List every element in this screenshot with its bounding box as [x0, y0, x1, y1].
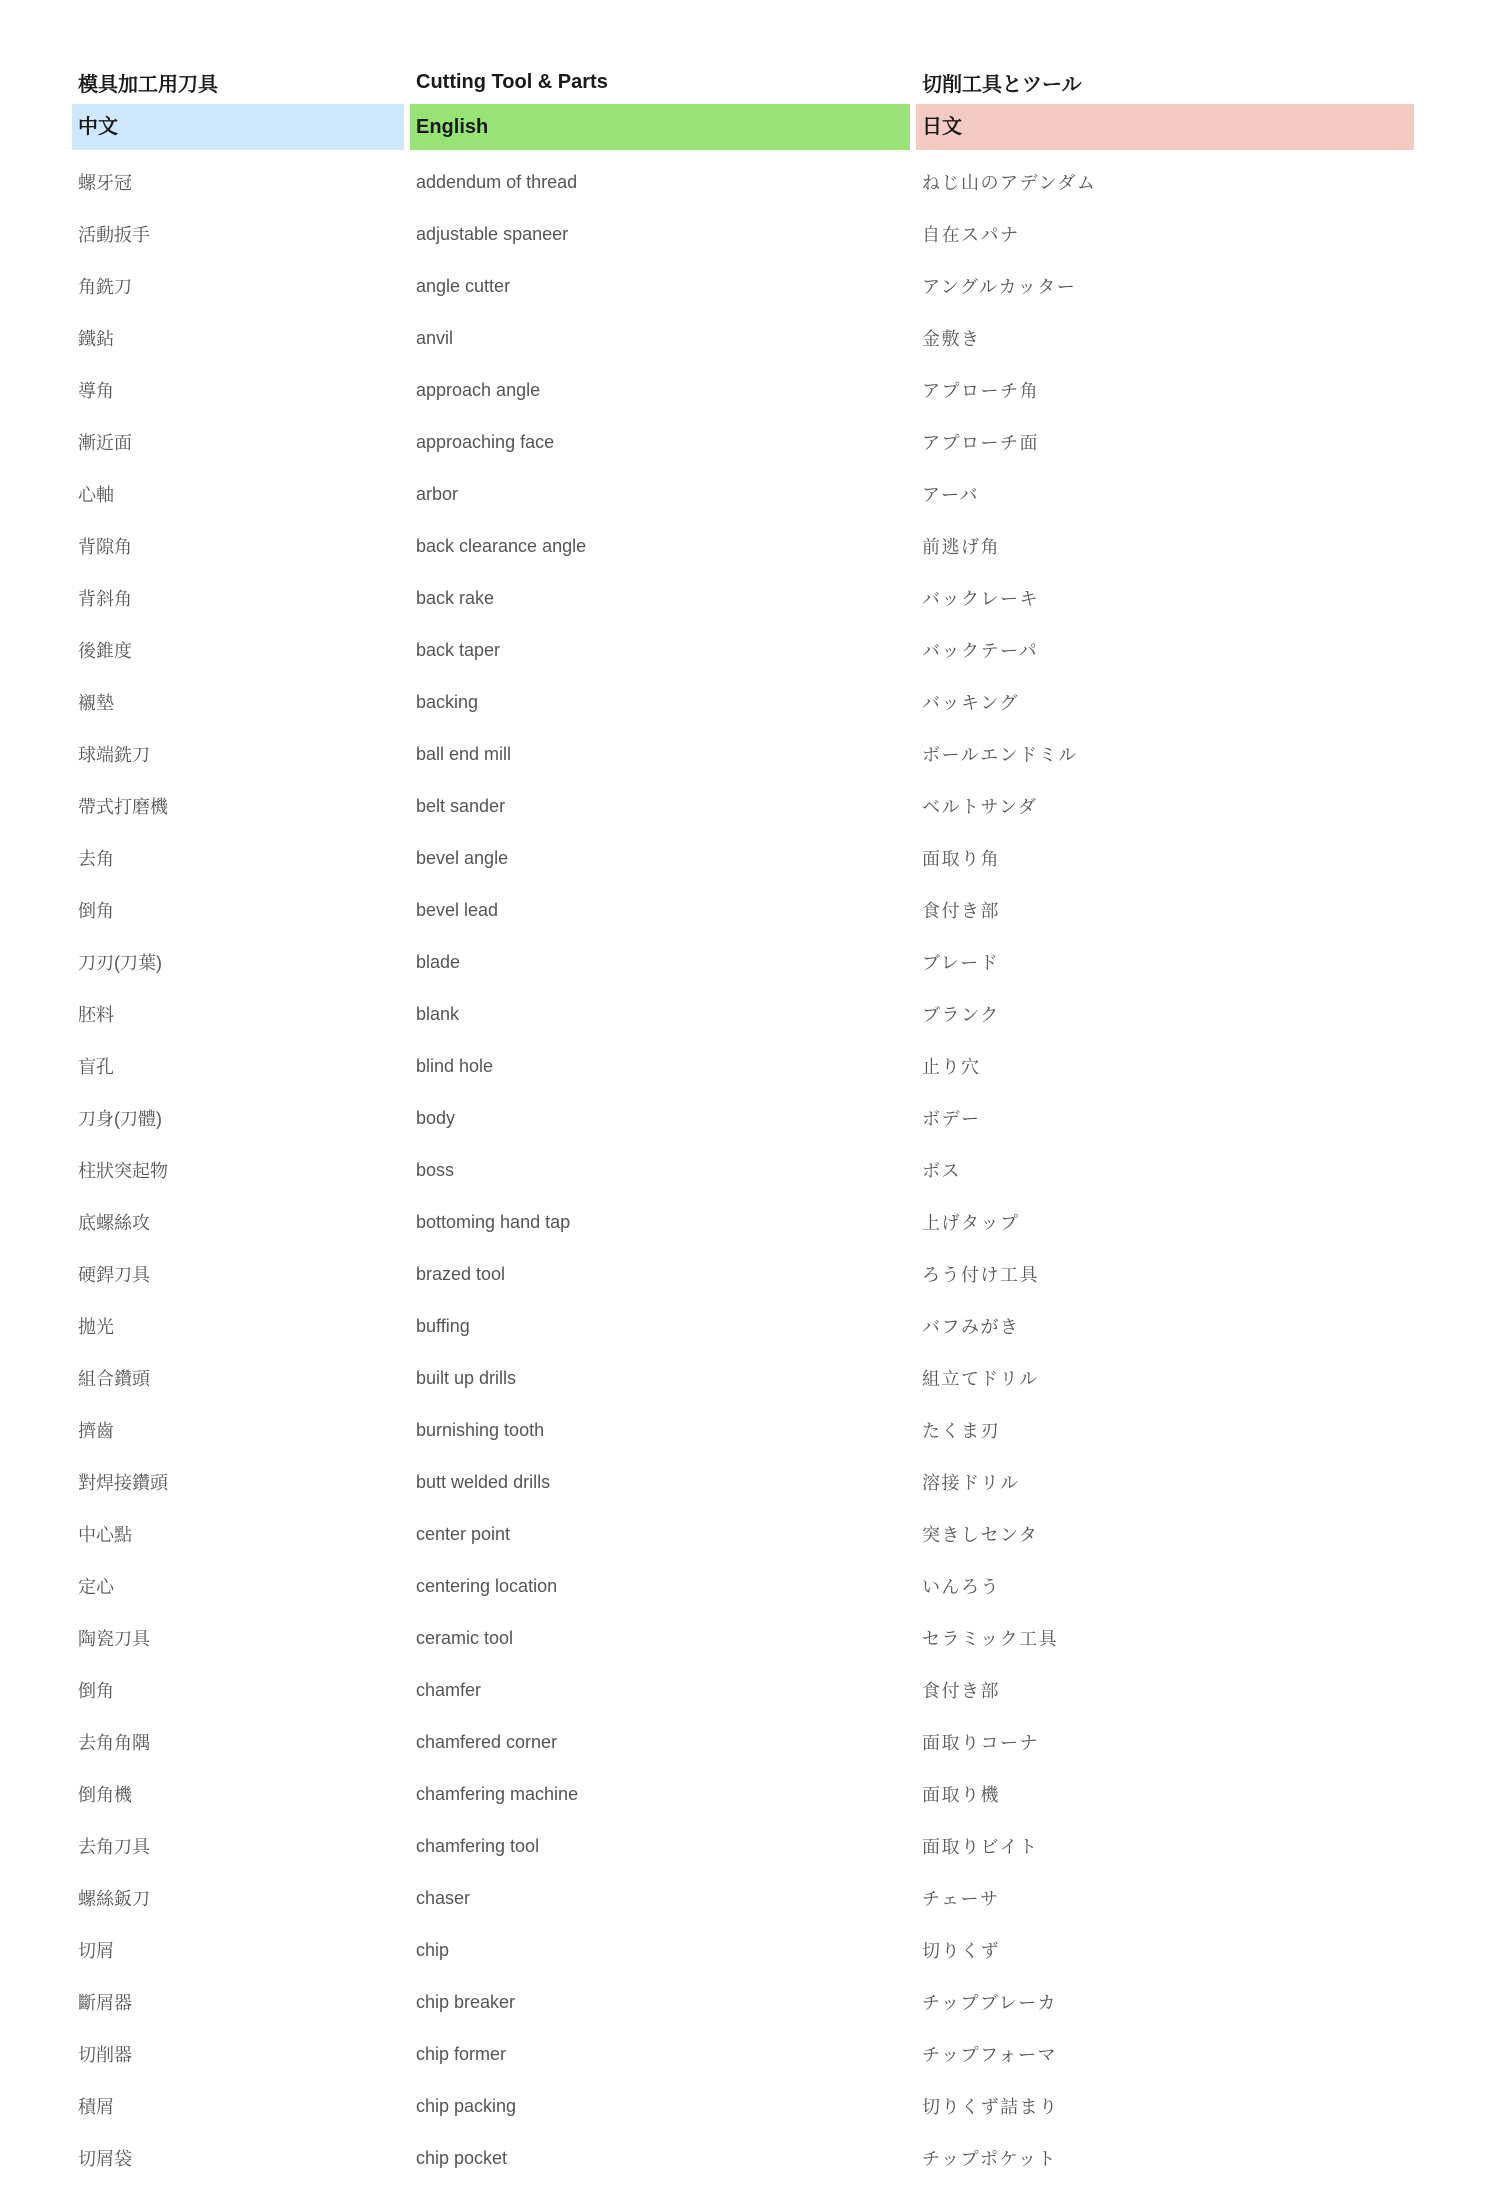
term-zh: 陶瓷刀具 — [78, 1629, 150, 1649]
term-en: bevel angle — [416, 847, 509, 868]
term-en: blank — [416, 1003, 460, 1024]
table-row — [72, 936, 1414, 988]
table-row — [72, 1456, 1414, 1508]
table-row — [72, 468, 1414, 520]
term-zh: 盲孔 — [78, 1057, 114, 1077]
term-en: bottoming hand tap — [416, 1211, 571, 1232]
term-zh: 柱狀突起物 — [78, 1161, 168, 1181]
term-zh: 倒角 — [78, 1681, 114, 1701]
term-zh: 硬銲刀具 — [78, 1265, 150, 1285]
term-en: addendum of thread — [416, 171, 578, 192]
title-row — [72, 60, 1414, 104]
term-ja: バフみがき — [922, 1317, 1020, 1337]
term-en: body — [416, 1107, 456, 1128]
table-row — [72, 780, 1414, 832]
term-ja: セラミック工具 — [922, 1629, 1059, 1649]
term-ja: アングルカッター — [922, 277, 1077, 297]
table-row — [72, 312, 1414, 364]
term-zh: 倒角 — [78, 901, 114, 921]
term-ja: ねじ山のアデンダム — [922, 173, 1097, 193]
term-ja: 突きしセンタ — [922, 1525, 1039, 1545]
term-zh: 對焊接鑽頭 — [78, 1473, 168, 1493]
term-zh: 切屑 — [78, 1941, 114, 1961]
term-ja: バッキング — [922, 693, 1019, 713]
term-ja: 止り穴 — [922, 1057, 981, 1077]
term-zh: 角銑刀 — [78, 277, 132, 297]
table-row — [72, 624, 1414, 676]
term-en: blind hole — [416, 1055, 494, 1076]
table-row — [72, 1560, 1414, 1612]
header-row — [72, 104, 1414, 150]
term-zh: 球端銑刀 — [78, 745, 150, 765]
term-en: back rake — [416, 587, 495, 608]
term-en: chip pocket — [416, 2147, 508, 2168]
term-zh: 襯墊 — [78, 693, 114, 713]
term-ja: ブランク — [922, 1005, 1000, 1025]
term-zh: 中心點 — [78, 1525, 132, 1545]
term-en: chamfering machine — [416, 1783, 579, 1804]
table-row — [72, 1664, 1414, 1716]
term-zh: 背隙角 — [78, 537, 132, 557]
term-ja: 面取りビイト — [922, 1837, 1039, 1857]
table-row — [72, 1144, 1414, 1196]
term-en: burnishing tooth — [416, 1419, 545, 1440]
term-en: chip former — [416, 2043, 507, 2064]
term-en: chamfered corner — [416, 1731, 558, 1752]
term-zh: 切削器 — [78, 2045, 132, 2065]
table-row — [72, 728, 1414, 780]
term-ja: チェーサ — [922, 1889, 1000, 1909]
term-en: ball end mill — [416, 743, 512, 764]
table-row — [72, 1976, 1414, 2028]
term-ja: 切りくず詰まり — [922, 2097, 1059, 2117]
term-ja: 食付き部 — [922, 1681, 1000, 1701]
header-ja: 日文 — [916, 104, 1414, 150]
term-zh: 後錐度 — [78, 641, 132, 661]
term-zh: 定心 — [78, 1577, 114, 1597]
table-row — [72, 1508, 1414, 1560]
term-zh: 去角角隅 — [78, 1733, 150, 1753]
table-row — [72, 520, 1414, 572]
table-row — [72, 1820, 1414, 1872]
term-ja: いんろう — [922, 1577, 1000, 1597]
term-en: backing — [416, 691, 479, 712]
term-en: blade — [416, 951, 461, 972]
term-zh: 底螺絲攻 — [78, 1213, 150, 1233]
term-en: center point — [416, 1523, 511, 1544]
term-ja: 食付き部 — [922, 901, 1000, 921]
term-zh: 漸近面 — [78, 433, 132, 453]
term-zh: 刀刃(刀葉) — [78, 953, 162, 973]
term-zh: 去角刀具 — [78, 1837, 150, 1857]
title-zh: 模具加工用刀具 — [78, 73, 218, 96]
term-ja: ボールエンドミル — [922, 745, 1078, 765]
term-ja: チップブレーカ — [922, 1993, 1057, 2013]
term-en: anvil — [416, 327, 454, 348]
term-zh: 導角 — [78, 381, 114, 401]
term-ja: ろう付け工具 — [922, 1265, 1039, 1285]
table-row — [72, 1404, 1414, 1456]
table-row — [72, 1924, 1414, 1976]
term-zh: 積屑 — [78, 2097, 114, 2117]
header-en: English — [410, 104, 910, 150]
term-zh: 活動扳手 — [78, 225, 150, 245]
table-row — [72, 884, 1414, 936]
term-zh: 倒角機 — [78, 1785, 132, 1805]
term-zh: 擠齒 — [78, 1421, 114, 1441]
term-en: adjustable spaneer — [416, 223, 569, 244]
table-row — [72, 1612, 1414, 1664]
table-row — [72, 1092, 1414, 1144]
term-ja: 溶接ドリル — [922, 1473, 1020, 1493]
term-zh: 去角 — [78, 849, 114, 869]
table-row — [72, 1248, 1414, 1300]
term-ja: 組立てドリル — [922, 1369, 1039, 1389]
table-row — [72, 2028, 1414, 2080]
table-row — [72, 1196, 1414, 1248]
term-zh: 鐵鉆 — [78, 329, 114, 349]
term-en: ceramic tool — [416, 1627, 514, 1648]
term-ja: たくま刃 — [922, 1421, 1000, 1441]
glossary-table — [72, 60, 1414, 2184]
term-en: approaching face — [416, 431, 555, 452]
term-en: chip packing — [416, 2095, 517, 2116]
term-zh: 螺絲鈑刀 — [78, 1889, 150, 1909]
term-en: back clearance angle — [416, 535, 587, 556]
term-ja: 前逃げ角 — [922, 537, 1000, 557]
term-ja: バックレーキ — [922, 589, 1039, 609]
term-en: back taper — [416, 639, 501, 660]
table-row — [72, 676, 1414, 728]
term-en: centering location — [416, 1575, 558, 1596]
term-en: brazed tool — [416, 1263, 506, 1284]
term-ja: チップフォーマ — [922, 2045, 1058, 2065]
term-en: approach angle — [416, 379, 541, 400]
term-zh: 斷屑器 — [78, 1993, 132, 2013]
table-row — [72, 1872, 1414, 1924]
term-ja: 自在スパナ — [922, 225, 1020, 245]
term-en: belt sander — [416, 795, 506, 816]
table-row — [72, 1768, 1414, 1820]
term-en: chamfering tool — [416, 1835, 540, 1856]
term-zh: 帶式打磨機 — [78, 797, 168, 817]
table-row — [72, 1040, 1414, 1092]
term-en: bevel lead — [416, 899, 499, 920]
term-en: built up drills — [416, 1367, 517, 1388]
term-zh: 背斜角 — [78, 589, 132, 609]
table-row — [72, 260, 1414, 312]
table-row — [72, 364, 1414, 416]
term-ja: 上げタップ — [922, 1213, 1020, 1233]
term-en: boss — [416, 1159, 455, 1180]
term-ja: アプローチ角 — [922, 381, 1039, 401]
term-ja: ボデー — [922, 1109, 981, 1129]
table-row — [72, 1352, 1414, 1404]
term-ja: 面取り角 — [922, 849, 1000, 869]
term-ja: 金敷き — [922, 329, 981, 349]
term-en: angle cutter — [416, 275, 511, 296]
term-ja: 面取りコーナ — [922, 1733, 1039, 1753]
term-ja: アプローチ面 — [922, 433, 1039, 453]
table-row — [72, 2080, 1414, 2132]
table-row — [72, 832, 1414, 884]
term-zh: 刀身(刀體) — [78, 1109, 162, 1129]
term-en: chaser — [416, 1887, 471, 1908]
glossary-rows — [72, 156, 1414, 2184]
term-ja: ボス — [922, 1161, 961, 1181]
term-ja: ブレード — [922, 953, 1000, 973]
term-en: buffing — [416, 1315, 470, 1336]
term-zh: 切屑袋 — [78, 2149, 132, 2169]
title-en: Cutting Tool & Parts — [416, 70, 608, 93]
table-row — [72, 1716, 1414, 1768]
term-ja: チップポケット — [922, 2149, 1058, 2169]
term-en: chamfer — [416, 1679, 482, 1700]
table-row — [72, 208, 1414, 260]
term-en: arbor — [416, 483, 459, 504]
title-ja: 切削工具とツール — [922, 73, 1082, 96]
table-row — [72, 988, 1414, 1040]
term-ja: アーバ — [922, 485, 980, 505]
term-en: chip — [416, 1939, 450, 1960]
term-en: chip breaker — [416, 1991, 516, 2012]
term-en: butt welded drills — [416, 1471, 551, 1492]
term-zh: 螺牙冠 — [78, 173, 132, 193]
term-ja: バックテーパ — [922, 641, 1039, 661]
term-zh: 組合鑽頭 — [78, 1369, 150, 1389]
term-ja: 面取り機 — [922, 1785, 1000, 1805]
table-row — [72, 156, 1414, 208]
term-ja: 切りくず — [922, 1941, 1000, 1961]
table-row — [72, 416, 1414, 468]
table-row — [72, 572, 1414, 624]
table-row — [72, 2132, 1414, 2184]
term-zh: 胚料 — [78, 1005, 114, 1025]
term-ja: ベルトサンダ — [922, 797, 1038, 817]
term-zh: 拋光 — [78, 1317, 114, 1337]
term-zh: 心軸 — [78, 485, 114, 505]
table-row — [72, 1300, 1414, 1352]
header-zh: 中文 — [72, 104, 404, 150]
